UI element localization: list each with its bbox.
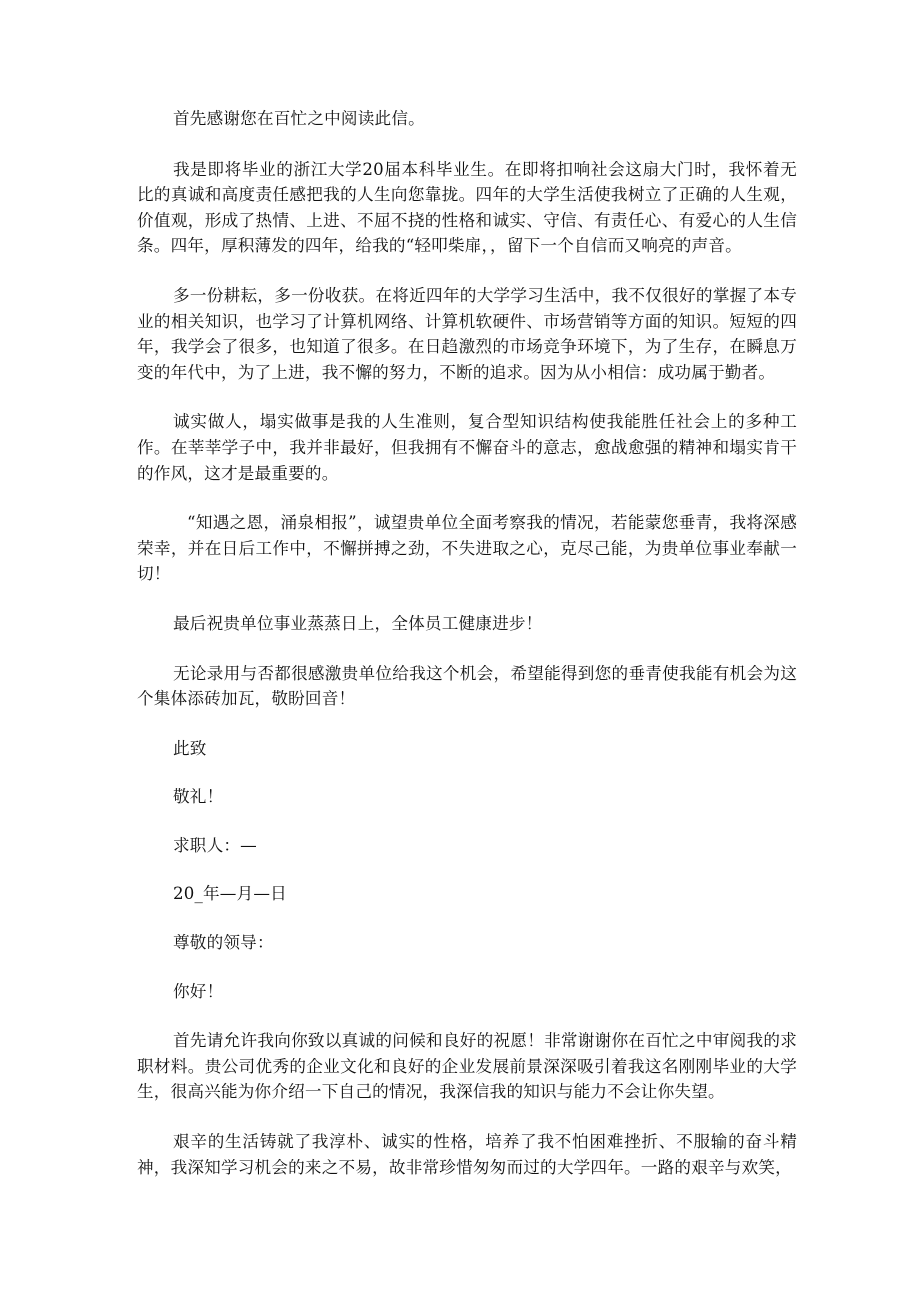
closing-line: 此致: [173, 738, 207, 758]
body-paragraph: 我是即将毕业的浙江大学20届本科毕业生。在即将扣响社会这扇大门时，我怀着无比的真诚和高度责任感把我的人生向您靠拢。四年的大学生活使我树立了正确的人生观，价值观，形成了热情、上进、不屈不挠的性格和诚实、守信、有责任心、有爱心的人生信条。四年，厚积薄发的四年，给我的“轻叩柴扉，，留下一个自信而又响亮的声音。: [137, 159, 797, 256]
body-paragraph: 无论录用与否都很感激贵单位给我这个机会，希望能得到您的垂青使我能有机会为这个集体添砖加瓦，敬盼回音！: [137, 663, 797, 709]
greeting-line: 你好！: [173, 981, 224, 1001]
salutation-line: 尊敬的领导：: [173, 933, 274, 953]
body-paragraph: “知遇之恩，涌泉相报”，诚望贵单位全面考察我的情况，若能蒙您垂青，我将深感荣幸，并在日后工作中，不懈拼搏之劲，不失进取之心，克尽己能，为贵单位事业奉献一切！: [137, 513, 797, 584]
signature-line: 求职人：—: [173, 835, 257, 855]
body-paragraph: 艰辛的生活铸就了我淳朴、诚实的性格，培养了我不怕困难挫折、不服输的奋斗精神，我深知学习机会的来之不易，故非常珍惜匆匆而过的大学四年。一路的艰辛与欢笑，: [137, 1132, 797, 1177]
body-paragraph: 诚实做人，塌实做事是我的人生准则，复合型知识结构使我能胜任社会上的多种工作。在莘莘学子中，我并非最好，但我拥有不懈奋斗的意志，愈战愈强的精神和塌实肯干的作风，这才是最重要的。: [137, 412, 797, 483]
letter-body: [137, 106, 797, 1204]
body-paragraph: 首先请允许我向你致以真诚的问候和良好的祝愿！非常谢谢你在百忙之中审阅我的求职材料。贵公司优秀的企业文化和良好的企业发展前景深深吸引着我这名刚刚毕业的大学生，很高兴能为你介绍一下自己的情况，我深信我的知识与能力不会让你失望。: [137, 1031, 797, 1102]
date-line: 20_年—月—日: [173, 884, 287, 904]
body-paragraph: 多一份耕耘，多一份收获。在将近四年的大学学习生活中，我不仅很好的掌握了本专业的相关知识，也学习了计算机网络、计算机软硬件、市场营销等方面的知识。短短的四年，我学会了很多，也知道了很多。在日趋激烈的市场竞争环境下，为了生存，在瞬息万变的年代中，为了上进，我不懈的努力，不断的追求。因为从小相信：成功属于勤者。: [137, 285, 797, 382]
closing-line: 敬礼！: [173, 787, 224, 807]
body-paragraph: 最后祝贵单位事业蒸蒸日上，全体员工健康进步！: [173, 613, 543, 633]
intro-paragraph: 首先感谢您在百忙之中阅读此信。: [173, 109, 425, 128]
